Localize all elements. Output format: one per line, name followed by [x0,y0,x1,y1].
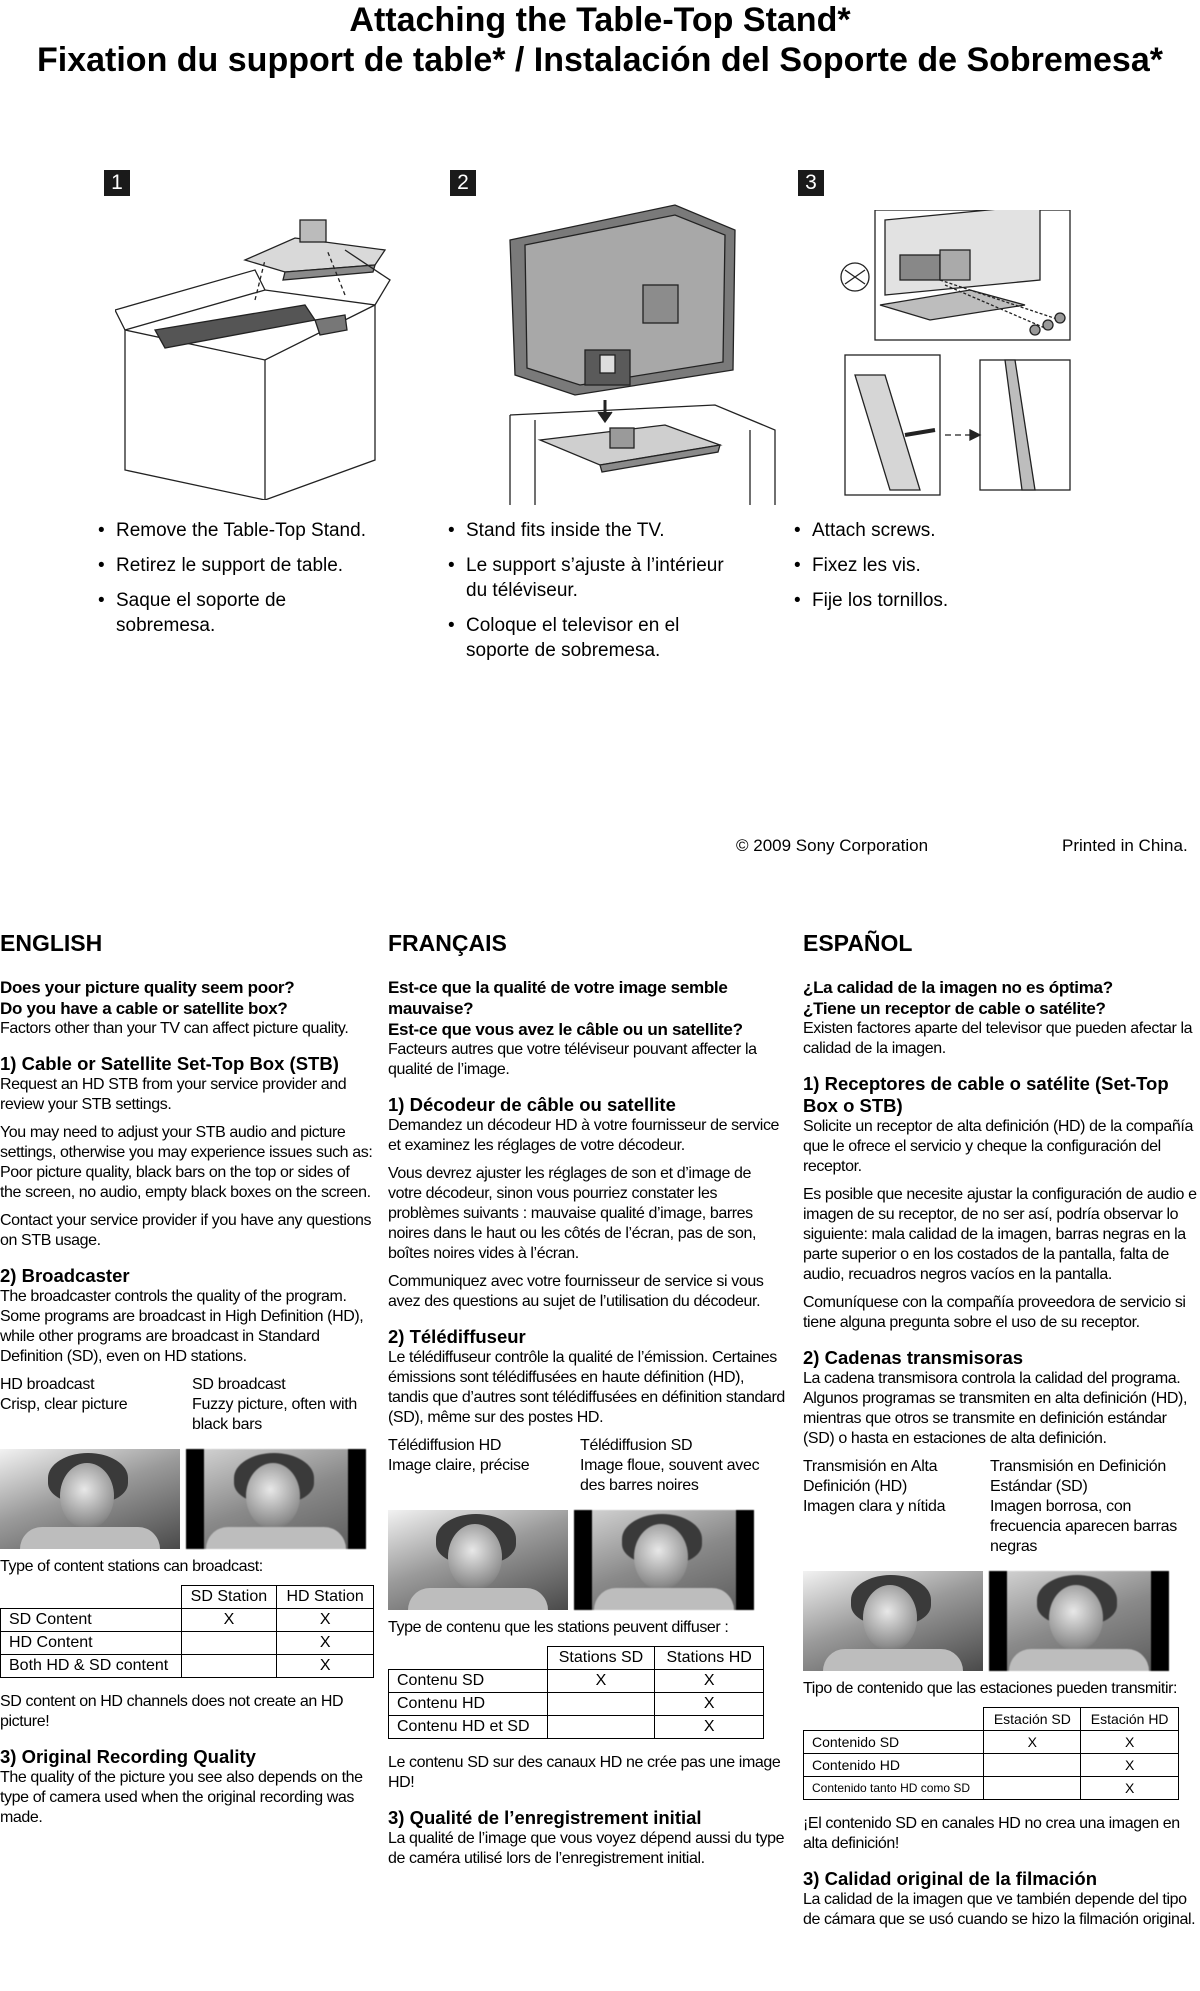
printed-in: Printed in China. [1062,836,1188,855]
table-cell: X [277,1632,374,1655]
intro-text: Existen factores aparte del televisor que pueden afectar la calidad de la imagen. [803,1020,1193,1057]
step-1-instructions [96,518,366,648]
question: Do you have a cable or satellite box? [0,999,288,1018]
note: SD content on HD channels does not create an HD picture! [0,1693,344,1730]
table-row [1,1632,374,1655]
paragraph: La calidad de la imagen que ve también depende del tipo de cámara que se usó cuando se hizo la filmación original. [803,1891,1196,1928]
note: Le contenu SD sur des canaux HD ne crée pas une image HD! [388,1754,781,1791]
hd-description: Imagen clara y nítida [803,1498,946,1515]
table-cell: X [277,1655,374,1678]
table-row [804,1754,1179,1777]
table-caption: Type de contenu que les stations peuvent diffuser : [388,1619,729,1636]
table-row [1,1655,374,1678]
table-cell: X [984,1731,1081,1754]
step-3-instructions [792,518,1072,623]
intro-text: Facteurs autres que votre téléviseur pouvant affecter la qualité de l’image. [388,1041,757,1078]
paragraph: Communiquez avec votre fournisseur de service si vous avez des questions au sujet de l’utilisation du décodeur. [388,1273,764,1310]
table-cell [181,1655,277,1678]
section-title: 2) Télédiffuseur [388,1326,526,1347]
table-cell: SD Content [1,1609,182,1632]
table-cell: X [655,1693,764,1716]
french-column [388,930,785,1877]
table-cell: X [655,1716,764,1739]
paragraph: Demandez un décodeur HD à votre fournisseur de service et examinez les réglages de votre décodeur. [388,1117,780,1154]
table-caption: Tipo de contenido que las estaciones pueden transmitir: [803,1680,1178,1697]
instruction-en: • Attach screws. [792,518,1072,543]
instruction-fr: • Le support s’ajuste à l’intérieur du téléviseur. [446,553,726,603]
sd-sample-photo [186,1449,366,1549]
page-title: Attaching the Table-Top Stand* [349,1,851,39]
table-cell [547,1716,655,1739]
content-table [803,1707,1179,1800]
table-cell: X [655,1670,764,1693]
column-heading: FRANÇAIS [388,930,507,956]
hd-sample-photo [388,1510,568,1610]
tv-on-stand-illustration [505,200,780,505]
question: Est-ce que vous avez le câble ou un satellite? [388,1020,743,1039]
question: Est-ce que la qualité de votre image semble mauvaise? [388,978,728,1018]
table-row [389,1693,764,1716]
hd-label: HD broadcast [0,1376,95,1393]
table-cell: Contenu HD et SD [389,1716,548,1739]
table-row [1,1609,374,1632]
broadcast-comparison [0,1375,374,1435]
step-1-number: 1 [104,170,130,196]
paragraph: The quality of the picture you see also depends on the type of camera used when the original recording was made. [0,1769,363,1826]
table-cell [984,1754,1081,1777]
section-title: 2) Cadenas transmisoras [803,1347,1024,1368]
table-caption: Type of content stations can broadcast: [0,1558,263,1575]
step-2-number: 2 [450,170,476,196]
section-title: 3) Calidad original de la filmación [803,1868,1098,1889]
paragraph: Solicite un receptor de alta definición (HD) de la compañía que le ofrece el servicio y cheque la configuración del receptor. [803,1118,1193,1175]
sd-sample-photo [574,1510,754,1610]
table-cell: Contenido HD [804,1754,984,1777]
sd-label: Transmisión en Definición Estándar (SD) [990,1458,1166,1495]
instruction-es: • Fije los tornillos. [792,588,1072,613]
instruction-en: • Remove the Table-Top Stand. [96,518,366,543]
table-cell [547,1693,655,1716]
sd-label: SD broadcast [192,1376,286,1393]
table-header: SD Station [181,1586,277,1609]
paragraph: Es posible que necesite ajustar la configuración de audio e imagen de su receptor, de no ser así, podría observar lo siguiente: mala calidad de la imagen, barras negras en la parte superior o en los costados de la pantalla, falta de audio, recuadros negros vacíos en la pantalla. [803,1186,1197,1283]
section-title: 3) Original Recording Quality [0,1746,256,1767]
section-title: 1) Décodeur de câble ou satellite [388,1094,676,1115]
table-row [804,1731,1179,1754]
paragraph: Contact your service provider if you have any questions on STB usage. [0,1212,372,1249]
table-row [804,1777,1179,1800]
step-3-number: 3 [798,170,824,196]
sd-description: Image floue, souvent avec des barres noires [580,1457,760,1494]
sd-label: Télédiffusion SD [580,1437,693,1454]
instruction-fr: • Retirez le support de table. [96,553,366,578]
paragraph: Comuníquese con la compañía proveedora de servicio si tiene alguna pregunta sobre el uso de su receptor. [803,1294,1186,1331]
table-cell: X [547,1670,655,1693]
instruction-fr: • Fixez les vis. [792,553,1072,578]
table-cell: X [277,1609,374,1632]
question: ¿Tiene un receptor de cable o satélite? [803,999,1106,1018]
table-cell: X [181,1609,277,1632]
copyright: © 2009 Sony Corporation [736,836,929,855]
english-column [0,930,374,1836]
intro-text: Factors other than your TV can affect picture quality. [0,1020,349,1037]
table-cell: HD Content [1,1632,182,1655]
spanish-column [803,930,1200,1938]
content-table [0,1585,374,1678]
hd-sample-photo [0,1449,180,1549]
table-cell: X [1081,1731,1179,1754]
table-header: HD Station [277,1586,374,1609]
instruction-es: • Saque el soporte de sobremesa. [96,588,366,638]
table-cell [984,1777,1081,1800]
section-title: 1) Receptores de cable o satélite (Set-Top Box o STB) [803,1073,1169,1116]
table-header: Stations HD [655,1647,764,1670]
content-table [388,1646,764,1739]
section-title: 2) Broadcaster [0,1265,130,1286]
paragraph: Le télédiffuseur contrôle la qualité de l’émission. Certaines émissions sont télédiffusées en haute définition (HD), tandis que d’autres sont télédiffusées en définition standard (SD), même sur des postes HD. [388,1349,785,1426]
section-title: 3) Qualité de l’enregistrement initial [388,1807,702,1828]
question: Does your picture quality seem poor? [0,978,295,997]
hd-sample-photo [803,1571,983,1671]
sd-description: Fuzzy picture, often with black bars [192,1396,358,1433]
paragraph: La cadena transmisora controla la calidad del programa. Algunos programas se transmiten en alta definición (HD), mientras que otros se transmite en definición estándar (SD) o hasta en estaciones de alta definición. [803,1370,1188,1447]
table-cell: Contenu HD [389,1693,548,1716]
page-subtitle: Fixation du support de table* / Instalación del Soporte de Sobremesa* [37,41,1163,79]
column-heading: ESPAÑOL [803,930,913,956]
table-cell: Both HD & SD content [1,1655,182,1678]
attach-screws-illustration [810,210,1075,500]
hd-label: Télédiffusion HD [388,1437,502,1454]
note: ¡El contenido SD en canales HD no crea una imagen en alta definición! [803,1815,1180,1852]
step-2-instructions [446,518,726,673]
instruction-es: • Coloque el televisor en el soporte de sobremesa. [446,613,726,663]
table-cell: Contenu SD [389,1670,548,1693]
table-row [389,1670,764,1693]
paragraph: Request an HD STB from your service provider and review your STB settings. [0,1076,347,1113]
column-heading: ENGLISH [0,930,103,956]
sd-description: Imagen borrosa, con frecuencia aparecen barras negras [990,1498,1177,1555]
table-cell: Contenido tanto HD como SD [804,1777,984,1800]
table-header: Estación SD [984,1708,1081,1731]
broadcast-comparison [388,1436,785,1496]
hd-label: Transmisión en Alta Definición (HD) [803,1458,938,1495]
instruction-en: • Stand fits inside the TV. [446,518,726,543]
hd-description: Image claire, précise [388,1457,530,1474]
hd-description: Crisp, clear picture [0,1396,128,1413]
paragraph: La qualité de l’image que vous voyez dépend aussi du type de caméra utilisé lors de l’enregistrement initial. [388,1830,785,1867]
broadcast-comparison [803,1457,1200,1557]
table-row [389,1716,764,1739]
table-cell: X [1081,1777,1179,1800]
table-cell: X [1081,1754,1179,1777]
paragraph: The broadcaster controls the quality of the program. Some programs are broadcast in High Definition (HD), while other programs are broadcast in Standard Definition (SD), even on HD stations. [0,1288,364,1365]
sd-sample-photo [989,1571,1169,1671]
question: ¿La calidad de la imagen no es óptima? [803,978,1113,997]
paragraph: Vous devrez ajuster les réglages de son et d’image de votre décodeur, sinon vous pourriez constater les problèmes suivants : mauvaise qualité d’image, barres noires dans le haut ou les côtés de l’écran, pas de son, boîtes noires vides à l’écran. [388,1165,757,1262]
table-header: Stations SD [547,1647,655,1670]
table-cell: Contenido SD [804,1731,984,1754]
table-cell [181,1632,277,1655]
section-title: 1) Cable or Satellite Set-Top Box (STB) [0,1053,339,1074]
table-header: Estación HD [1081,1708,1179,1731]
stand-removal-illustration [115,210,395,500]
paragraph: You may need to adjust your STB audio and picture settings, otherwise you may experience issues such as: Poor picture quality, black bars on the top or sides of the screen, no audio, empty black boxes on the screen. [0,1124,373,1201]
